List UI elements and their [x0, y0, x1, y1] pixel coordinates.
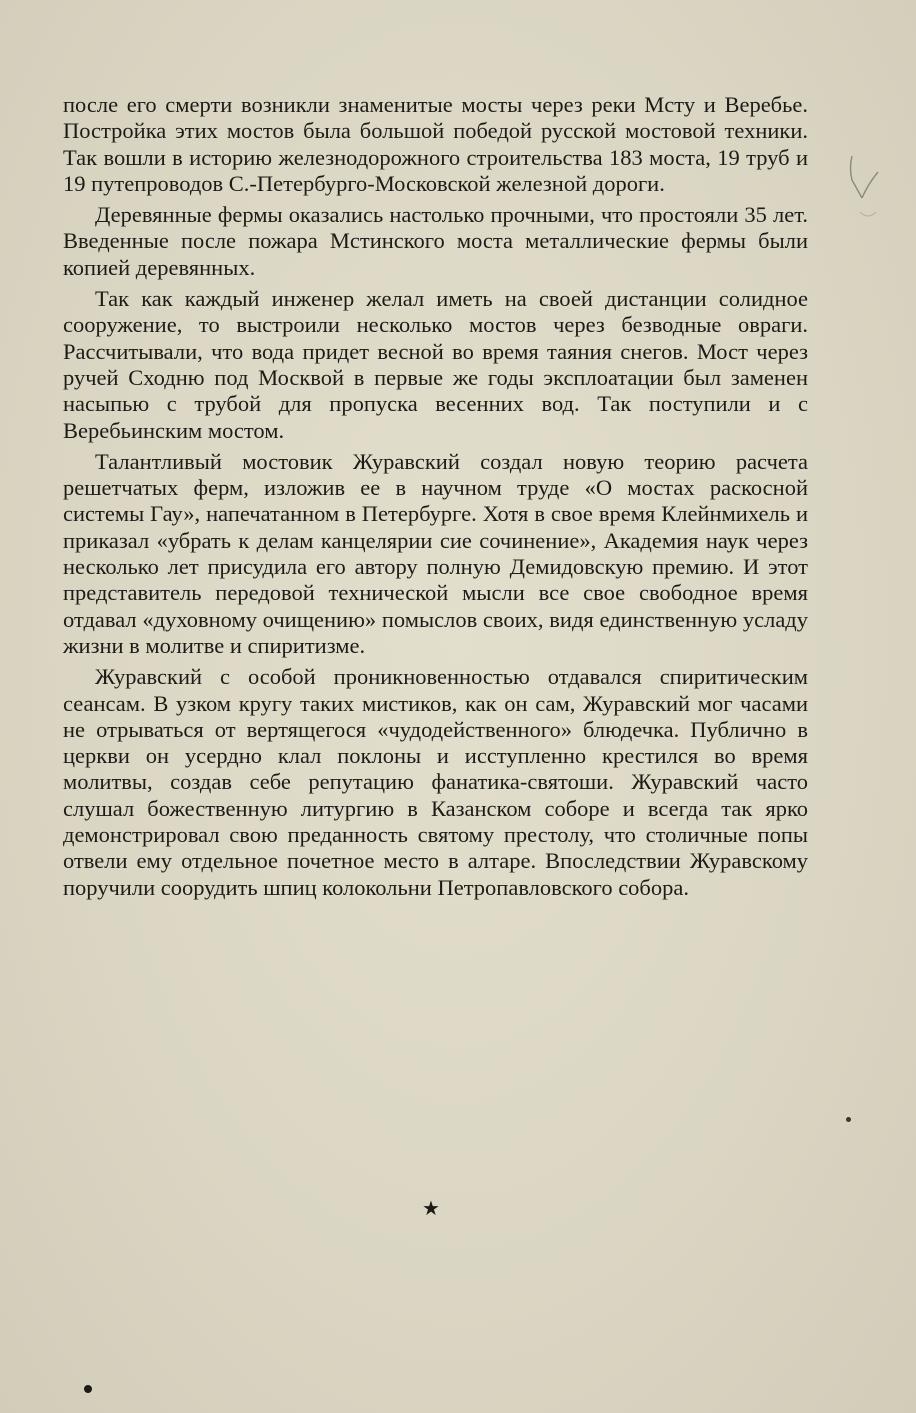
paragraph: после его смерти возникли знаменитые мосты через реки Мсту и Веребье. Постройка этих мостов была большой победой русской мостовой техники. Так вошли в историю железнодорожного строительства 183 моста, 19 труб и 19 путепроводов С.-Петербурго-Московской железной дороги. [63, 92, 808, 196]
page-dot [84, 1385, 92, 1393]
page-text [63, 92, 808, 906]
paragraph: Так как каждый инженер желал иметь на своей дистанции солидное сооружение, то выстроили несколько мостов через безводные овраги. Рассчитывали, что вода придет весной во время таяния снегов. Мост через ручей Сходню под Москвой в первые же годы эксплоатации был заменен насыпью с трубой для пропуска весенних вод. Так поступили и с Веребьинским мостом. [63, 286, 808, 443]
paragraph: Талантливый мостовик Журавский создал новую теорию расчета решетчатых ферм, изложив ее в научном труде «О мостах раскосной системы Гау», напечатанном в Петербурге. Хотя в свое время Клейнмихель и приказал «убрать к делам канцелярии сие сочинение», Академия наук через несколько лет присудила его автору полную Демидовскую премию. И этот представитель передовой технической мысли все свое свободное время отдавал «духовному очищению» помыслов своих, видя единственную усладу жизни в молитве и спиритизме. [63, 448, 808, 658]
section-separator-star: ★ [422, 1196, 440, 1220]
margin-speck [846, 1117, 851, 1122]
paragraph: Журавский с особой проникновенностью отдавался спиритическим сеансам. В узком кругу таких мистиков, как он сам, Журавский мог часами не отрываться от вертящегося «чудодейственного» блюдечка. Публично в церкви он усердно клал поклоны и исступленно крестился во время молитвы, создав себе репутацию фанатика-святоши. Журавский часто слушал божественную литургию в Казанском соборе и всегда так ярко демонстрировал свою преданность святому престолу, что столичные попы отвели ему отдельное почетное место в алтаре. Впоследствии Журавскому поручили соорудить шпиц колокольни Петропавловского собора. [63, 664, 808, 900]
pencil-checkmark-icon [846, 150, 886, 240]
paragraph: Деревянные фермы оказались настолько прочными, что простояли 35 лет. Введенные после пожара Мстинского моста металлические фермы были копией деревянных. [63, 202, 808, 280]
